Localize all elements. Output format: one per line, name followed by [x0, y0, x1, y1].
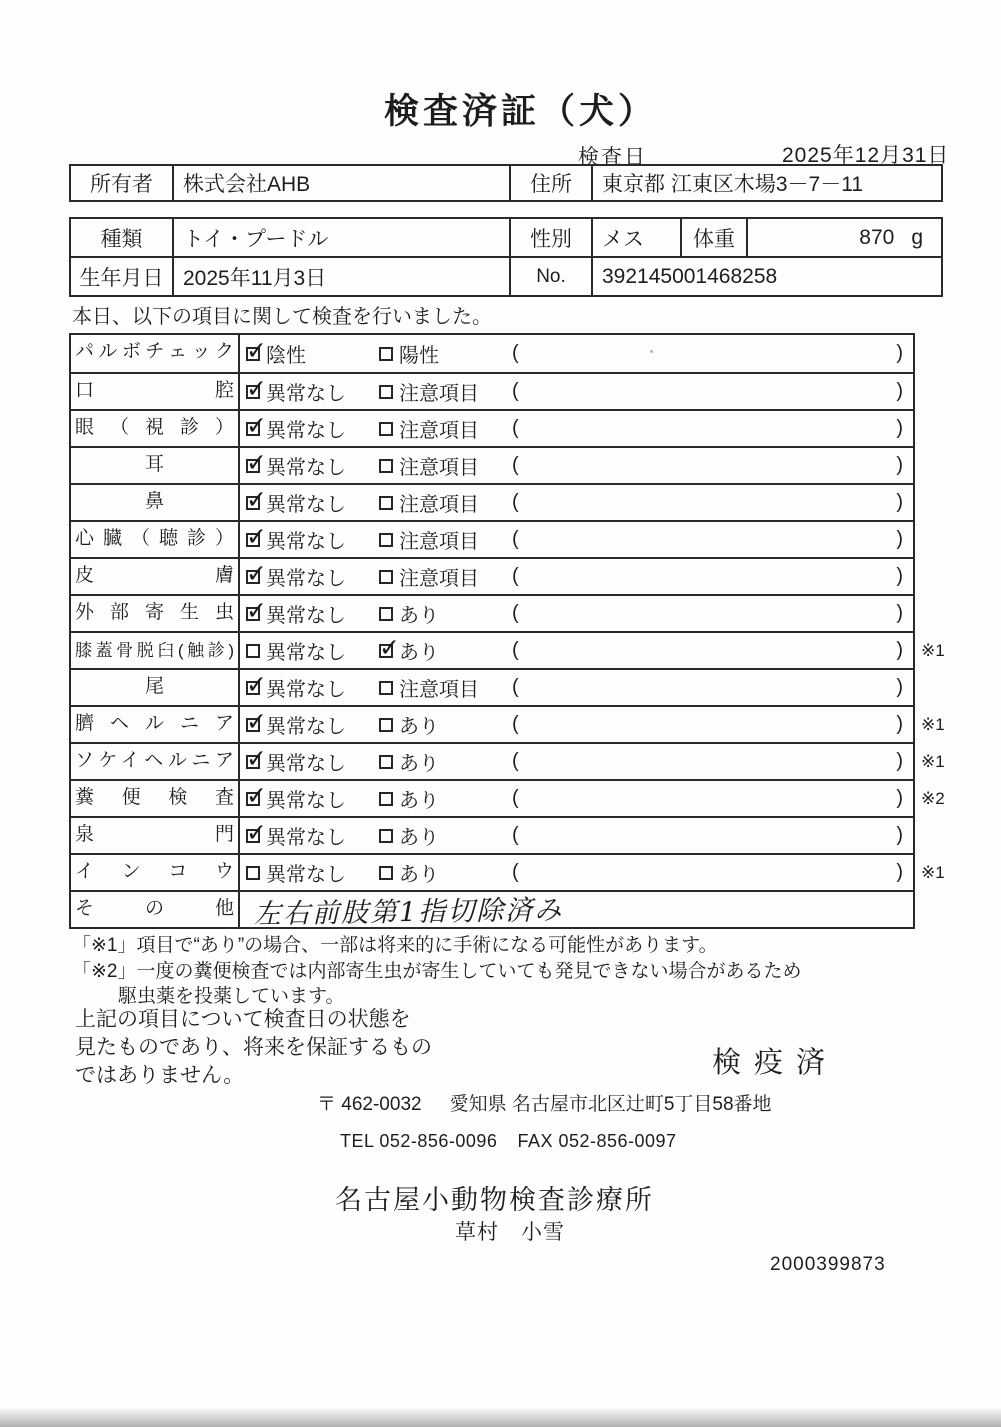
paren-close: ): [896, 417, 903, 439]
option-label: 異常なし: [266, 420, 346, 442]
owner-value: 株式会社AHB: [172, 166, 509, 200]
paren-close: ): [896, 713, 903, 735]
birth-label: 生年月日: [79, 266, 164, 290]
option-1: [246, 377, 379, 406]
checkbox-icon: [246, 459, 260, 473]
paren-open: (: [512, 824, 519, 846]
sex-value: メス: [591, 219, 680, 256]
row-options: [240, 633, 913, 668]
option-label: あり: [399, 790, 439, 812]
handwritten-note: 左右前肢第1指切除済み: [253, 894, 564, 931]
checkbox-icon: [246, 422, 260, 436]
scan-artifact-band: [0, 1407, 1001, 1427]
checkbox-icon: [379, 792, 393, 806]
checkbox-icon: [246, 866, 260, 880]
checkbox-icon: [379, 347, 393, 361]
row-options: [240, 744, 913, 779]
checklist-row-ears: [71, 446, 913, 483]
clinic-postal-code: 〒 462-0032: [317, 1094, 422, 1115]
option-1: [246, 414, 379, 443]
disclaimer: [75, 1006, 432, 1090]
disclaimer-line-3: ではありません。: [75, 1064, 245, 1087]
option-label: 注意項目: [399, 383, 479, 405]
paren-open: (: [512, 750, 519, 772]
row-options: [240, 335, 913, 372]
row-options: [240, 818, 913, 853]
checkbox-icon: [246, 644, 260, 658]
owner-label: 所有者: [90, 173, 153, 196]
option-label: あり: [399, 642, 439, 664]
clinic-fax: FAX 052-856-0097: [517, 1131, 677, 1151]
footnote-mark: ※1: [921, 640, 945, 660]
checkbox-icon: [379, 644, 393, 658]
checkbox-icon: [246, 385, 260, 399]
checkbox-icon: [379, 385, 393, 399]
checkbox-icon: [246, 533, 260, 547]
row-label: パルボチェック: [71, 335, 240, 372]
row-label: 泉門: [71, 818, 240, 853]
weight-label: 体重: [680, 219, 746, 256]
no-label: No.: [509, 258, 591, 295]
option-1: [246, 562, 379, 591]
checklist-row-parvo: [71, 335, 913, 372]
checkbox-icon: [246, 347, 260, 361]
footnote-2-line1: 「※2」一度の糞便検査では内部寄生虫が寄生していても発見できない場合があるため: [72, 961, 802, 982]
row-options: [240, 855, 913, 890]
paren-open: (: [512, 602, 519, 624]
option-label: 注意項目: [399, 420, 479, 442]
option-1: [246, 710, 379, 739]
paren-open: (: [512, 380, 519, 402]
option-2: [379, 673, 512, 702]
option-label: あり: [399, 864, 439, 886]
paren-close: ): [896, 676, 903, 698]
paren-open: (: [512, 491, 519, 513]
clinic-address-line: [317, 1089, 772, 1116]
checkbox-icon: [379, 755, 393, 769]
option-2: [379, 710, 512, 739]
veterinarian-name: 草村 小雪: [455, 1221, 565, 1244]
paren-open: (: [512, 676, 519, 698]
paren-open: (: [512, 713, 519, 735]
intro-text: 本日、以下の項目に関して検査を行いました。: [72, 306, 492, 328]
option-2: [379, 821, 512, 850]
checkbox-icon: [246, 681, 260, 695]
checklist-row-patella: [71, 631, 945, 668]
option-label: 陰性: [266, 345, 306, 367]
option-2: [379, 562, 512, 591]
option-2: [379, 525, 512, 554]
weight-value-cell: [746, 219, 941, 256]
checkbox-icon: [379, 866, 393, 880]
clinic-name: 名古屋小動物検査診療所: [335, 1185, 654, 1215]
checklist-row-fecal-exam: [71, 779, 945, 816]
row-options: [240, 485, 913, 520]
option-1: [246, 488, 379, 517]
checklist-row-external-parasites: [71, 594, 913, 631]
row-label: 外部寄生虫: [71, 596, 240, 631]
disclaimer-line-1: 上記の項目について検査日の状態を: [75, 1008, 411, 1031]
checkbox-icon: [379, 459, 393, 473]
clinic-telfax-line: [340, 1131, 677, 1152]
serial-number: 2000399873: [770, 1254, 886, 1275]
paren-open: (: [512, 454, 519, 476]
checklist-row-eyes: [71, 409, 913, 446]
option-label: あり: [399, 716, 439, 738]
option-label: 注意項目: [399, 531, 479, 553]
option-label: 異常なし: [266, 716, 346, 738]
row-label: ソケイヘルニア: [71, 744, 240, 779]
paren-close: ): [896, 750, 903, 772]
option-1: [246, 821, 379, 850]
paren-open: (: [512, 639, 519, 661]
checklist-table: [69, 333, 945, 931]
checkbox-icon: [246, 607, 260, 621]
option-2: [379, 414, 512, 443]
paren-close: ): [896, 861, 903, 883]
option-1: [246, 673, 379, 702]
checklist-row-inguinal-hernia: [71, 742, 945, 779]
option-1: [246, 784, 379, 813]
option-label: 注意項目: [399, 568, 479, 590]
row-label: 心臓（聴診）: [71, 522, 240, 557]
row-label: インコウ: [71, 855, 240, 890]
option-label: 陽性: [399, 345, 439, 367]
row-label: 糞便検査: [71, 781, 240, 816]
checkbox-icon: [379, 607, 393, 621]
exam-date-value: 2025年12月31日: [782, 144, 950, 167]
row-options: [240, 374, 913, 409]
paren-close: ): [896, 380, 903, 402]
option-label: 異常なし: [266, 605, 346, 627]
row-label: 尾: [71, 670, 240, 705]
row-label: 臍ヘルニア: [71, 707, 240, 742]
paren-close: ): [896, 602, 903, 624]
checkbox-icon: [379, 570, 393, 584]
option-label: 異常なし: [266, 494, 346, 516]
paren-close: ): [896, 565, 903, 587]
paren-close: ): [896, 491, 903, 513]
checkbox-icon: [246, 570, 260, 584]
option-2: [379, 636, 512, 665]
option-label: あり: [399, 605, 439, 627]
row-label: 眼（視診）: [71, 411, 240, 446]
option-2: [379, 784, 512, 813]
checkbox-icon: [246, 829, 260, 843]
address-value: 東京都 江東区木場3－7－11: [591, 166, 941, 200]
option-label: 異常なし: [266, 568, 346, 590]
birth-value: 2025年11月3日: [172, 258, 509, 295]
row-options: [240, 781, 913, 816]
checkbox-icon: [379, 533, 393, 547]
option-1: [246, 858, 379, 887]
option-label: 異常なし: [266, 679, 346, 701]
no-value: 392145001468258: [591, 258, 941, 295]
pet-table-row-2: [71, 256, 941, 295]
paren-open: (: [512, 417, 519, 439]
quarantine-stamp: 検疫済: [712, 1047, 839, 1079]
paren-open: (: [512, 861, 519, 883]
option-label: 異常なし: [266, 642, 346, 664]
row-label: 口腔: [71, 374, 240, 409]
breed-value: トイ・プードル: [172, 219, 509, 256]
checklist-row-other: [71, 890, 913, 931]
paren-close: ): [896, 342, 903, 364]
footnote-mark: ※1: [921, 751, 945, 771]
option-2: [379, 858, 512, 887]
checklist-row-heart: [71, 520, 913, 557]
option-label: 異常なし: [266, 531, 346, 553]
paren-open: (: [512, 528, 519, 550]
checkbox-icon: [246, 755, 260, 769]
checklist-row-tail: [71, 668, 913, 705]
option-label: 異常なし: [266, 864, 346, 886]
option-label: 異常なし: [266, 753, 346, 775]
weight-value: 870: [859, 225, 895, 249]
checkbox-icon: [379, 422, 393, 436]
paren-close: ): [896, 824, 903, 846]
row-label: 皮膚: [71, 559, 240, 594]
option-label: 異常なし: [266, 457, 346, 479]
option-label: あり: [399, 753, 439, 775]
option-label: 異常なし: [266, 790, 346, 812]
option-2: [379, 747, 512, 776]
checkbox-icon: [246, 792, 260, 806]
owner-table: [69, 164, 943, 202]
option-1: [246, 747, 379, 776]
paren-open: (: [512, 565, 519, 587]
exam-date-label: 検査日: [578, 146, 647, 169]
clinic-address: 愛知県 名古屋市北区辻町5丁目58番地: [449, 1094, 772, 1115]
option-1: [246, 339, 379, 368]
option-label: 注意項目: [399, 679, 479, 701]
option-1: [246, 525, 379, 554]
option-2: [379, 599, 512, 628]
footnote-1: 「※1」項目で“あり”の場合、一部は将来的に手術になる可能性があります。: [72, 935, 718, 956]
option-2: [379, 451, 512, 480]
checklist-row-umbilical-hernia: [71, 705, 945, 742]
row-options: [240, 670, 913, 705]
pet-table: [69, 217, 943, 297]
option-2: [379, 488, 512, 517]
row-options: [240, 448, 913, 483]
paren-close: ): [896, 787, 903, 809]
footnote-mark: ※1: [921, 714, 945, 734]
option-label: 注意項目: [399, 494, 479, 516]
row-label: 膝蓋骨脱臼(触診): [71, 633, 240, 668]
footnote-2-line2: 駆虫薬を投薬しています。: [118, 986, 345, 1007]
footnote-mark: ※2: [921, 788, 945, 808]
checklist-row-inkou: [71, 853, 945, 890]
address-label: 住所: [509, 166, 591, 200]
option-label: 注意項目: [399, 457, 479, 479]
option-1: [246, 451, 379, 480]
option-label: 異常なし: [266, 827, 346, 849]
option-label: あり: [399, 827, 439, 849]
option-2: [379, 339, 512, 368]
checklist-row-mouth: [71, 372, 913, 409]
row-label: その他: [71, 892, 240, 927]
checkbox-icon: [379, 681, 393, 695]
sex-label: 性別: [509, 219, 591, 256]
row-label: 耳: [71, 448, 240, 483]
paren-close: ): [896, 528, 903, 550]
checkbox-icon: [379, 718, 393, 732]
row-options: [240, 707, 913, 742]
row-options: [240, 522, 913, 557]
checklist-row-nose: [71, 483, 913, 520]
pet-table-row-1: [71, 219, 941, 256]
paren-close: ): [896, 454, 903, 476]
row-options: [240, 559, 913, 594]
option-1: [246, 599, 379, 628]
breed-label: 種類: [100, 227, 143, 251]
checklist-row-skin: [71, 557, 913, 594]
option-1: [246, 636, 379, 665]
page-title: 検査済証（犬）: [383, 92, 657, 131]
checkbox-icon: [379, 496, 393, 510]
disclaimer-line-2: 見たものであり、将来を保証するもの: [75, 1036, 432, 1059]
paren-close: ): [896, 639, 903, 661]
footnote-mark: ※1: [921, 862, 945, 882]
paren-open: (: [512, 342, 519, 364]
clinic-tel: TEL 052-856-0096: [340, 1131, 498, 1151]
row-options: [240, 596, 913, 631]
row-label: 鼻: [71, 485, 240, 520]
scan-speck: [650, 350, 653, 353]
weight-unit: g: [911, 225, 923, 249]
checkbox-icon: [246, 718, 260, 732]
checklist-row-fontanelle: [71, 816, 913, 853]
paren-open: (: [512, 787, 519, 809]
checkbox-icon: [246, 496, 260, 510]
row-options: [240, 411, 913, 446]
option-2: [379, 377, 512, 406]
checkbox-icon: [379, 829, 393, 843]
option-label: 異常なし: [266, 383, 346, 405]
